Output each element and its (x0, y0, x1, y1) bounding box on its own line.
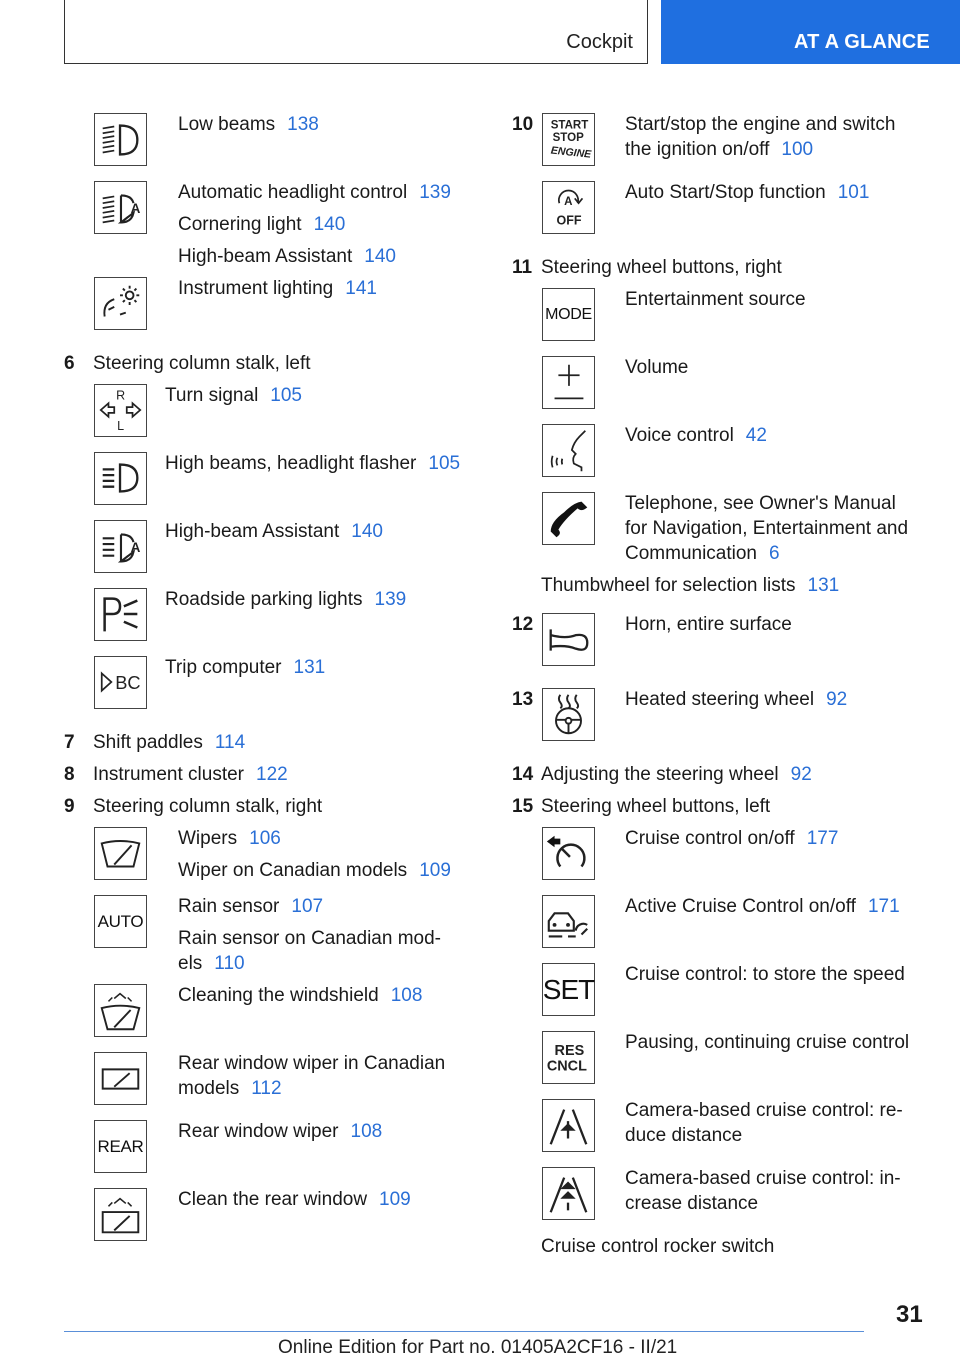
page-ref[interactable]: 139 (419, 182, 451, 203)
page-ref[interactable]: 108 (390, 985, 423, 1006)
page-ref[interactable]: 140 (313, 214, 346, 235)
page-ref[interactable]: 122 (256, 764, 288, 785)
entry-low-beams: Low beams 138 (178, 114, 319, 135)
item-number: 9 (64, 796, 75, 817)
entry-rocker-switch: Cruise control rocker switch (541, 1236, 775, 1257)
entry-wipers: Wipers 106 (178, 828, 281, 849)
active-cruise-icon (542, 895, 595, 948)
entry-pause-continue: Pausing, continuing cruise control (625, 1032, 910, 1053)
svg-text:STOP: STOP (552, 131, 584, 144)
page-ref[interactable]: 105 (270, 385, 302, 406)
entry-instrument-cluster: Instrument cluster 122 (93, 764, 288, 785)
rear-wiper-icon (94, 1052, 147, 1105)
heated-wheel-icon (542, 688, 595, 741)
rear-washer-icon (94, 1188, 147, 1241)
item-number: 11 (512, 257, 533, 278)
start-stop-icon (542, 113, 595, 166)
entry-trip-computer: Trip computer 131 (165, 657, 326, 678)
page-ref[interactable]: 140 (364, 246, 396, 267)
instrument-lighting-icon (94, 277, 147, 330)
svg-text:BC: BC (115, 671, 141, 693)
svg-text:ENGINE: ENGINE (550, 144, 592, 161)
entry-telephone-l1: Telephone, see Owner's Manual (625, 493, 896, 514)
set-icon: SET (542, 963, 595, 1016)
entry-store-speed: Cruise control: to store the speed (625, 964, 905, 985)
entry-high-beams: High beams, headlight flasher 105 (165, 453, 461, 474)
entry-heated-wheel: Heated steering wheel 92 (625, 689, 848, 710)
reduce-distance-icon (542, 1099, 595, 1152)
header-chapter-title: AT A GLANCE (794, 31, 930, 53)
item-number: 12 (512, 614, 534, 635)
page-ref[interactable]: 110 (214, 953, 245, 974)
entry-entertainment-source: Entertainment source (625, 289, 806, 310)
mode-icon: MODE (542, 288, 595, 341)
entry-cruise-on-off: Cruise control on/off 177 (625, 828, 839, 849)
entry-parking-lights: Roadside parking lights 139 (165, 589, 407, 610)
entry-high-beam-assistant-a: High-beam Assistant 140 (178, 246, 396, 267)
page-ref[interactable]: 105 (428, 453, 461, 474)
svg-text:R: R (116, 388, 126, 403)
page-ref[interactable]: 109 (379, 1189, 411, 1210)
page-ref[interactable]: 100 (781, 139, 814, 160)
page-number: 31 (896, 1301, 923, 1328)
svg-text:START: START (550, 119, 589, 132)
rain-sensor-icon: AUTO (94, 895, 147, 948)
page-ref[interactable]: 140 (351, 521, 383, 542)
entry-active-cruise: Active Cruise Control on/off 171 (625, 896, 900, 917)
svg-text:OFF: OFF (556, 213, 582, 228)
item-heading: Steering wheel buttons, right (541, 257, 782, 278)
entry-shift-paddles: Shift paddles 114 (93, 732, 246, 753)
item-number: 7 (64, 732, 75, 753)
entry-increase-distance-l2: crease distance (625, 1193, 759, 1214)
item-number: 13 (512, 689, 534, 710)
item-number: 8 (64, 764, 75, 785)
header-section-title: Cockpit (566, 31, 633, 53)
entry-rear-window-wiper: Rear window wiper 108 (178, 1121, 383, 1142)
entry-adjusting-wheel: Adjusting the steering wheel 92 (541, 764, 812, 785)
footer-divider (64, 1331, 864, 1332)
entry-horn: Horn, entire surface (625, 614, 792, 635)
page-ref[interactable]: 107 (291, 896, 324, 917)
footer-edition: Online Edition for Part no. 01405A2CF16 - II/21 (278, 1337, 678, 1358)
entry-rain-sensor-canadian-l2: els 110 (178, 953, 245, 974)
svg-text:RES: RES (554, 1043, 585, 1060)
page-ref[interactable]: 108 (350, 1121, 383, 1142)
page-ref[interactable]: 131 (293, 657, 326, 678)
entry-volume: Volume (625, 357, 689, 378)
header-chapter-tab (661, 0, 960, 64)
svg-text:L: L (117, 419, 125, 434)
page-ref[interactable]: 92 (826, 689, 848, 710)
auto-headlight-icon (94, 181, 147, 234)
entry-start-stop-l2: the ignition on/off 100 (625, 139, 814, 160)
voice-control-icon (542, 424, 595, 477)
page-ref[interactable]: 138 (287, 114, 319, 135)
cruise-control-icon (542, 827, 595, 880)
page-ref[interactable]: 112 (251, 1078, 282, 1099)
item-heading: Steering column stalk, right (93, 796, 323, 817)
entry-reduce-distance-l1: Camera-based cruise control: re- (625, 1100, 903, 1121)
entry-auto-headlight: Automatic headlight control 139 (178, 182, 451, 203)
entry-rear-wiper-canadian-l1: Rear window wiper in Canadian (178, 1053, 446, 1074)
header-section-box (64, 0, 648, 64)
item-number: 14 (512, 764, 534, 785)
parking-light-icon (94, 588, 147, 641)
trip-computer-icon (94, 656, 147, 709)
entry-turn-signal: Turn signal 105 (165, 385, 302, 406)
entry-telephone-l2: for Navigation, Entertainment and (625, 518, 909, 539)
entry-auto-start-stop: Auto Start/Stop function 101 (625, 182, 870, 203)
item-heading: Steering column stalk, left (93, 353, 311, 374)
entry-thumbwheel: Thumbwheel for selection lists 131 (541, 575, 840, 596)
low-beam-icon (94, 113, 147, 166)
washer-icon (94, 984, 147, 1037)
page-ref[interactable]: 114 (214, 732, 246, 753)
entry-telephone-l3: Communication 6 (625, 543, 780, 564)
entry-rear-wiper-canadian-l2: models 112 (178, 1078, 282, 1099)
svg-text:CNCL: CNCL (546, 1058, 587, 1075)
page-ref[interactable]: 109 (419, 860, 451, 881)
high-beam-icon (94, 452, 147, 505)
wiper-icon (94, 827, 147, 880)
page-ref[interactable]: 131 (807, 575, 840, 596)
entry-increase-distance-l1: Camera-based cruise control: in- (625, 1168, 901, 1189)
page-ref[interactable]: 92 (790, 764, 812, 785)
page-ref[interactable]: 101 (837, 182, 870, 203)
entry-instrument-lighting: Instrument lighting 141 (178, 278, 377, 299)
item-number: 15 (512, 796, 534, 817)
entry-cleaning-windshield: Cleaning the windshield 108 (178, 985, 423, 1006)
page-ref[interactable]: 177 (806, 828, 839, 849)
page-ref[interactable]: 106 (249, 828, 281, 849)
turn-signal-icon (94, 384, 147, 437)
item-number: 10 (512, 114, 534, 135)
svg-text:A: A (130, 200, 141, 216)
high-beam-assistant-icon (94, 520, 147, 573)
entry-clean-rear-window: Clean the rear window 109 (178, 1189, 411, 1210)
item-heading: Steering wheel buttons, left (541, 796, 771, 817)
entry-cornering-light: Cornering light 140 (178, 214, 346, 235)
rear-wiper-text-icon: REAR (94, 1120, 147, 1173)
res-cncl-icon (542, 1031, 595, 1084)
entry-reduce-distance-l2: duce distance (625, 1125, 743, 1146)
svg-text:A: A (564, 196, 573, 209)
horn-icon (542, 613, 595, 666)
entry-start-stop-l1: Start/stop the engine and switch (625, 114, 896, 135)
increase-distance-icon (542, 1167, 595, 1220)
entry-wiper-canadian: Wiper on Canadian models 109 (178, 860, 451, 881)
entry-rain-sensor: Rain sensor 107 (178, 896, 324, 917)
entry-voice-control: Voice control 42 (625, 425, 767, 446)
volume-icon (542, 356, 595, 409)
auto-start-stop-icon (542, 181, 595, 234)
entry-high-beam-assistant-b: High-beam Assistant 140 (165, 521, 383, 542)
telephone-icon (542, 492, 595, 545)
page-ref[interactable]: 42 (745, 425, 767, 446)
item-number: 6 (64, 353, 75, 374)
page-ref[interactable]: 139 (374, 589, 407, 610)
page-ref[interactable]: 171 (867, 896, 900, 917)
page-ref[interactable]: 6 (769, 543, 780, 564)
svg-text:A: A (130, 539, 141, 555)
entry-rain-sensor-canadian-l1: Rain sensor on Canadian mod- (178, 928, 441, 949)
page-ref[interactable]: 141 (345, 278, 377, 299)
